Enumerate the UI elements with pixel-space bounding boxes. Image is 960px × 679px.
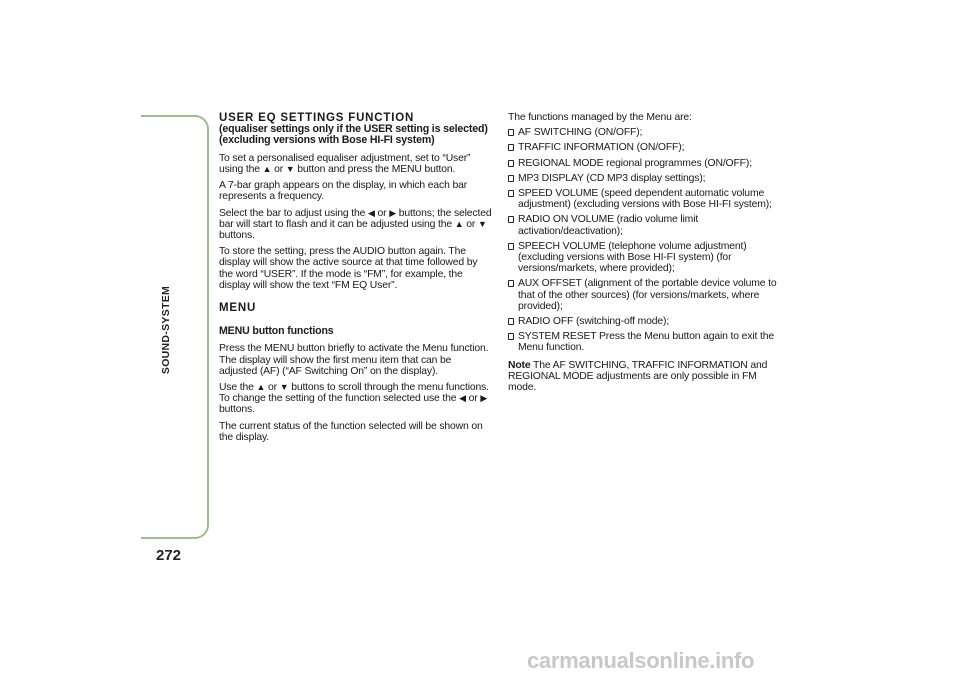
list-item: AUX OFFSET (alignment of the portable device volume to that of the other sources) (for versions/markets, where provided); [508, 278, 782, 312]
menu-heading: MENU [219, 302, 257, 315]
right-arrow-icon: ▶ [480, 393, 488, 404]
up-arrow-icon: ▲ [454, 218, 464, 229]
note-label: Note [508, 359, 531, 371]
paragraph-store: To store the setting, press the AUDIO button again. The display will show the active source at that time followed by the word “USER”. If the mode is “FM”, for example, the display will show the text “FM EQ User”. [219, 246, 478, 291]
left-arrow-icon: ◀ [459, 393, 466, 404]
menu-functions-intro: The functions managed by the Menu are: [508, 112, 692, 123]
menu-functions-list [508, 127, 782, 353]
list-item: SPEED VOLUME (speed dependent automatic volume adjustment) (excluding versions with Bose HI-FI system); [508, 188, 782, 210]
down-arrow-icon: ▼ [279, 382, 289, 393]
watermark: carmanualsonline.info [527, 648, 755, 673]
note-paragraph: Note The AF SWITCHING, TRAFFIC INFORMATION and REGIONAL MODE adjustments are only possible in FM mode. [508, 359, 768, 394]
down-arrow-icon: ▼ [285, 164, 295, 175]
user-eq-heading: USER EQ SETTINGS FUNCTION [219, 112, 415, 124]
left-column [219, 112, 492, 448]
page-number: 272 [156, 547, 182, 564]
paragraph-select-bar: Select the bar to adjust using the ◀ or ▶ buttons; the selected bar will start to flash and it can be adjusted using the ▲ or ▼ buttons. [219, 207, 492, 242]
left-arrow-icon: ◀ [367, 207, 375, 218]
list-item: SPEECH VOLUME (telephone volume adjustment) (excluding versions with Bose HI-FI system) (for versions/markets, where provided); [508, 241, 782, 275]
list-item: RADIO ON VOLUME (radio volume limit activation/deactivation); [508, 214, 782, 236]
section-label: SOUND-SYSTEM [160, 285, 172, 375]
checkbox-bullet-icon [508, 190, 514, 197]
up-arrow-icon: ▲ [256, 382, 266, 393]
paragraph-graph: A 7-bar graph appears on the display, in which each bar represents a frequency. [219, 180, 468, 203]
list-item: REGIONAL MODE regional programmes (ON/OFF); [508, 158, 782, 169]
list-item: MP3 DISPLAY (CD MP3 display settings); [508, 173, 782, 184]
list-item: AF SWITCHING (ON/OFF); [508, 127, 782, 138]
list-item: TRAFFIC INFORMATION (ON/OFF); [508, 142, 782, 153]
paragraph-set-user: To set a personalised equaliser adjustment, set to “User” using the ▲ or ▼ button and press the MENU button. [219, 152, 471, 176]
checkbox-bullet-icon [508, 280, 514, 287]
user-eq-subheading: (equaliser settings only if the USER setting is selected) (excluding versions with Bose HI-FI system) [219, 123, 488, 147]
checkbox-bullet-icon [508, 129, 514, 136]
checkbox-bullet-icon [508, 175, 514, 182]
checkbox-bullet-icon [508, 144, 514, 151]
right-arrow-icon: ▶ [389, 207, 396, 218]
list-item: SYSTEM RESET Press the Menu button again to exit the Menu function. [508, 331, 782, 353]
paragraph-menu-activate: Press the MENU button briefly to activate the Menu function. The display will show the first menu item that can be adjusted (AF) (“AF Switching On” on the display). [219, 343, 489, 377]
up-arrow-icon: ▲ [262, 164, 272, 175]
checkbox-bullet-icon [508, 160, 514, 167]
checkbox-bullet-icon [508, 333, 514, 340]
paragraph-menu-status: The current status of the function selected will be shown on the display. [219, 420, 483, 443]
right-column [508, 112, 782, 398]
checkbox-bullet-icon [508, 318, 514, 325]
checkbox-bullet-icon [508, 243, 514, 250]
menu-subheading: MENU button functions [219, 325, 334, 338]
checkbox-bullet-icon [508, 216, 514, 223]
section-sidebar [141, 115, 209, 539]
paragraph-menu-scroll: Use the ▲ or ▼ buttons to scroll through the menu functions. To change the setting of the function selected use the ◀ or ▶ buttons. [219, 382, 489, 416]
down-arrow-icon: ▼ [477, 218, 487, 229]
list-item: RADIO OFF (switching-off mode); [508, 316, 782, 327]
